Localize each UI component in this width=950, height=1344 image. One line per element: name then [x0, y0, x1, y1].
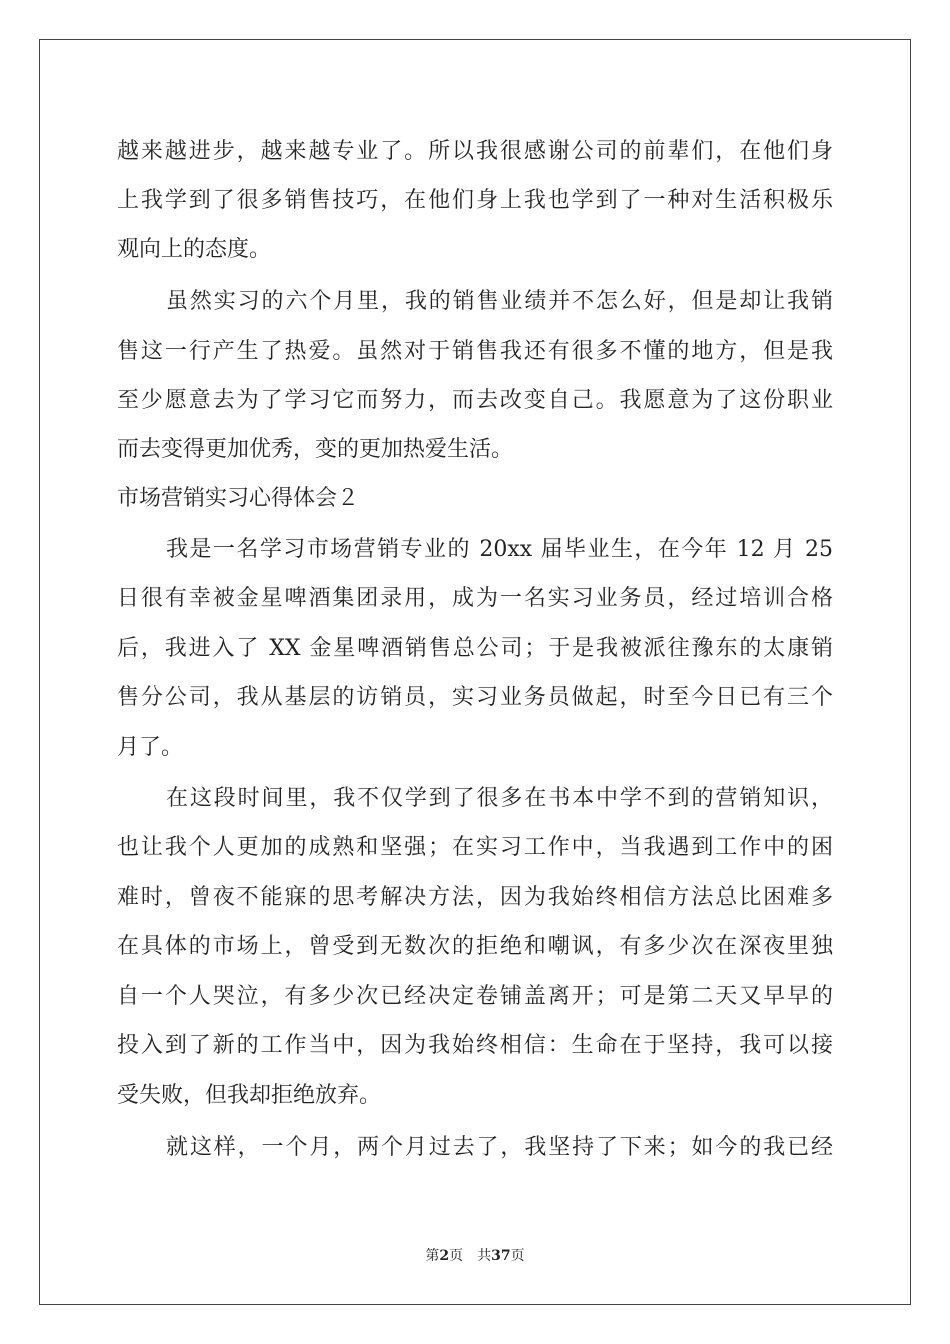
page-prefix: 第 — [425, 1248, 440, 1264]
total-suffix: 页 — [510, 1248, 525, 1264]
text-line: 在这段时间里，我不仅学到了很多在书本中学不到的营销知识， — [166, 786, 833, 811]
text-line: 也让我个人更加的成熟和坚强；在实习工作中，当我遇到工作中的困 — [117, 835, 833, 860]
total-prefix: 共 — [477, 1248, 492, 1264]
text-line: 上我学到了很多销售技巧，在他们身上我也学到了一种对生活积极乐 — [117, 188, 833, 213]
page-suffix: 页 — [449, 1248, 464, 1264]
text-line: 我是一名学习市场营销专业的 20xx 届毕业生，在今年 12 月 25 — [166, 537, 833, 562]
text-line: 越来越进步，越来越专业了。所以我很感谢公司的前辈们，在他们身 — [117, 139, 833, 164]
page-number: 2 — [439, 1248, 450, 1264]
text-line: 月了。 — [117, 735, 184, 760]
text-line: 在具体的市场上，曾受到无数次的拒绝和嘲讽，有多少次在深夜里独 — [117, 934, 833, 959]
text-line: 至少愿意去为了学习它而努力，而去改变自己。我愿意为了这份职业 — [117, 388, 833, 413]
text-line: 自一个人哭泣，有多少次已经决定卷铺盖离开；可是第二天又早早的 — [117, 984, 833, 1009]
page-footer — [0, 1245, 950, 1265]
text-line: 投入到了新的工作当中，因为我始终相信：生命在于坚持，我可以接 — [117, 1033, 833, 1058]
text-line: 观向上的态度。 — [117, 237, 272, 262]
total-pages: 37 — [491, 1248, 511, 1264]
text-line: 受失败，但我却拒绝放弃。 — [117, 1083, 382, 1108]
text-line: 日很有幸被金星啤酒集团录用，成为一名实习业务员，经过培训合格 — [117, 586, 833, 611]
text-line: 售分公司，我从基层的访销员，实习业务员做起，时至今日已有三个 — [117, 685, 833, 710]
text-line: 难时，曾夜不能寐的思考解决方法，因为我始终相信方法总比困难多 — [117, 885, 833, 910]
section-heading: 市场营销实习心得体会２ — [117, 486, 360, 511]
text-line: 虽然实习的六个月里，我的销售业绩并不怎么好，但是却让我销 — [166, 289, 833, 314]
text-line: 就这样，一个月，两个月过去了，我坚持了下来；如今的我已经 — [166, 1135, 833, 1160]
text-line: 后，我进入了 XX 金星啤酒销售总公司；于是我被派往豫东的太康销 — [117, 636, 833, 661]
page-frame — [39, 39, 911, 1305]
text-line: 售这一行产生了热爱。虽然对于销售我还有很多不懂的地方，但是我 — [117, 339, 833, 364]
text-line: 而去变得更加优秀，变的更加热爱生活。 — [117, 437, 514, 462]
